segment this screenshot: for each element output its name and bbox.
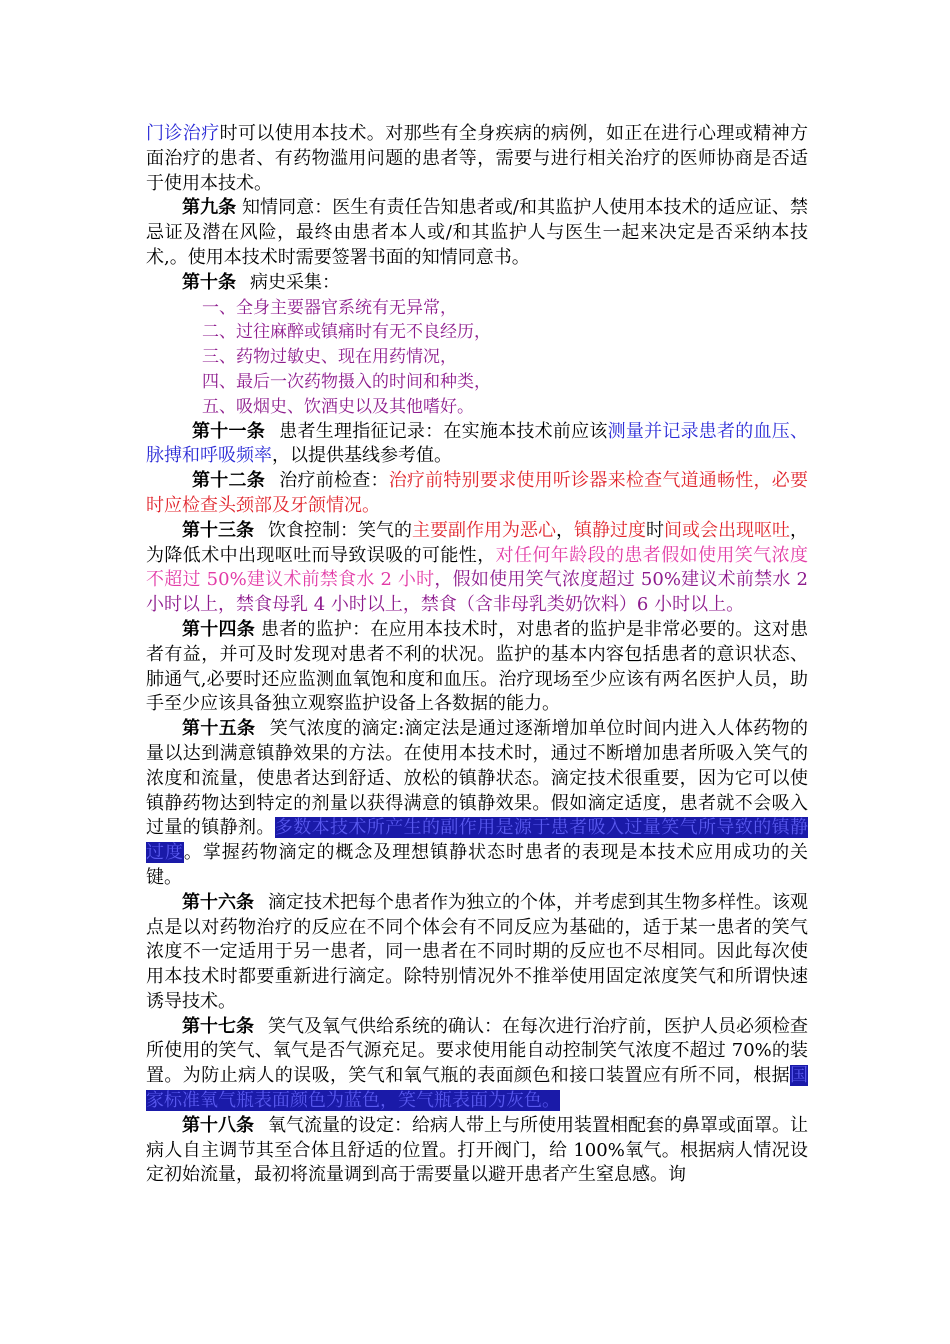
list-item: 一、全身主要器官系统有无异常，: [202, 297, 457, 318]
highlight-text: 对任何年龄段的患者假如使用笑气浓度不超过 50%建议术前禁食水 2 小时: [146, 544, 809, 591]
article-9: [146, 196, 808, 270]
intro-paragraph: [146, 122, 808, 196]
paragraph-text: 。掌握药物滴定的概念及理想镇静状态时患者的表现是本技术应用成功的关键。: [146, 842, 809, 888]
document-body: [146, 122, 808, 1188]
paragraph-text: 笑气浓度的滴定:滴定法是通过逐渐增加单位时间内进入人体药物的量以达到满意镇静效果的方法。在使用本技术时，通过不断增加患者所吸入笑气的浓度和流量，使患者达到舒适、放松的镇静状态。滴定技术很重要，因为它可以使镇静药物达到特定的剂量以获得满意的镇静效果。假如滴定适度，患者就不会吸入过量的镇静剂。: [146, 718, 809, 839]
article-title: 第十七条: [182, 1015, 254, 1037]
paragraph-text: ，: [556, 519, 574, 541]
article-15: [146, 717, 808, 891]
selected-text: 多数本技术所产生的副作用是源于患者吸入过量笑气所导致的镇静过度: [146, 817, 809, 864]
history-list: [146, 296, 808, 420]
highlight-text: 主要副作用为恶心: [412, 519, 556, 541]
article-14: [146, 618, 808, 717]
article-11: [146, 420, 808, 470]
paragraph-text: 时可以使用本技术。对那些有全身疾病的病例，如正在进行心理或精神方面治疗的患者、有药物滥用问题的患者等，需要与进行相关治疗的医师协商是否适于使用本技术。: [146, 123, 809, 194]
article-title: 第十二条: [192, 470, 265, 492]
article-12: [146, 469, 808, 519]
article-17: [146, 1015, 808, 1114]
article-title: 第十四条: [182, 618, 255, 640]
article-13: [146, 519, 808, 618]
list-item: 五、吸烟史、饮酒史以及其他嗜好。: [202, 396, 474, 417]
selected-text: 国家标准氧气瓶表面颜色为蓝色，笑气瓶表面为灰色。: [146, 1065, 808, 1112]
highlight-text: 门诊治疗: [146, 123, 220, 144]
paragraph-text: ，为降低术中出现呕吐而导致误吸的可能性，: [146, 519, 808, 566]
list-item: 四、最后一次药物摄入的时间和种类，: [202, 371, 491, 392]
article-title: 第十条: [182, 271, 236, 293]
paragraph-text: 知情同意：医生有责任告知患者或/和其监护人使用本技术的适应证、禁忌证及潜在风险，最终由患者本人或/和其监护人与医生一起来决定是否采纳本技术,。使用本技术时需要签署书面的知情同意书。: [146, 197, 809, 268]
paragraph-text: ，以提供基线参考值。: [272, 445, 452, 467]
article-10: [146, 271, 808, 296]
highlight-text: 间或会出现呕吐: [664, 519, 790, 541]
highlight-text: 治疗前特别要求使用听诊器来检查气道通畅性，必要时应检查头颈部及牙颌情况。: [146, 470, 809, 516]
highlight-text: 镇静过度: [574, 519, 646, 541]
paragraph-text: 患者生理指征记录：在实施本技术前应该: [278, 420, 608, 442]
article-title: 第九条: [182, 197, 237, 219]
article-18: [146, 1114, 808, 1188]
paragraph-text: 饮食控制：笑气的: [268, 519, 412, 541]
paragraph-text: 氧气流量的设定：给病人带上与所使用装置相配套的鼻罩或面罩。让病人自主调节其至合体且舒适的位置。打开阀门，给 100%氧气。根据病人情况设定初始流量，最初将流量调到高于需要量以避开患者产生窒息感。询: [146, 1114, 808, 1186]
paragraph-text: 笑气及氧气供给系统的确认：在每次进行治疗前，医护人员必须检查所使用的笑气、氧气是否气源充足。要求使用能自动控制笑气浓度不超过 70%的装置。为防止病人的误吸，笑气和氧气瓶的表面颜色和接口装置应有所不同，根据: [146, 1015, 808, 1087]
article-title: 第十八条: [182, 1114, 254, 1136]
paragraph-text: 时: [646, 519, 664, 541]
paragraph-text: 患者的监护：在应用本技术时，对患者的监护是非常必要的。这对患者有益，并可及时发现对患者不利的状况。监护的基本内容包括患者的意识状态、肺通气,必要时还应监测血氧饱和度和血压。治疗现场至少应该有两名医护人员，助手至少应该具备独立观察监护设备上各数据的能力。: [146, 618, 809, 715]
highlight-text: ，假如使用笑气浓度超过 50%建议术前禁水 2 小时以上，禁食母乳 4 小时以上，禁食（含非母乳类奶饮料）6 小时以上。: [146, 569, 808, 616]
article-16: [146, 891, 808, 1015]
article-title: 第十六条: [182, 891, 254, 913]
highlight-text: 测量并记录患者的血压、脉搏和呼吸频率: [146, 420, 809, 467]
article-title: 第十五条: [182, 718, 256, 740]
article-title: 第十一条: [192, 420, 265, 442]
list-item: 三、药物过敏史、现在用药情况，: [202, 347, 457, 368]
article-title: 第十三条: [182, 519, 254, 541]
paragraph-text: 治疗前检查：: [278, 470, 389, 492]
paragraph-text: 滴定技术把每个患者作为独立的个体，并考虑到其生物多样性。该观点是以对药物治疗的反应在不同个体会有不同反应为基础的，适于某一患者的笑气浓度不一定适用于另一患者，同一患者在不同时期的反应也不尽相同。因此每次使用本技术时都要重新进行滴定。除特别情况外不推举使用固定浓度笑气和所谓快速诱导技术。: [146, 891, 808, 1012]
list-item: 二、过往麻醉或镇痛时有无不良经历，: [202, 322, 491, 343]
paragraph-text: 病史采集：: [250, 271, 340, 293]
